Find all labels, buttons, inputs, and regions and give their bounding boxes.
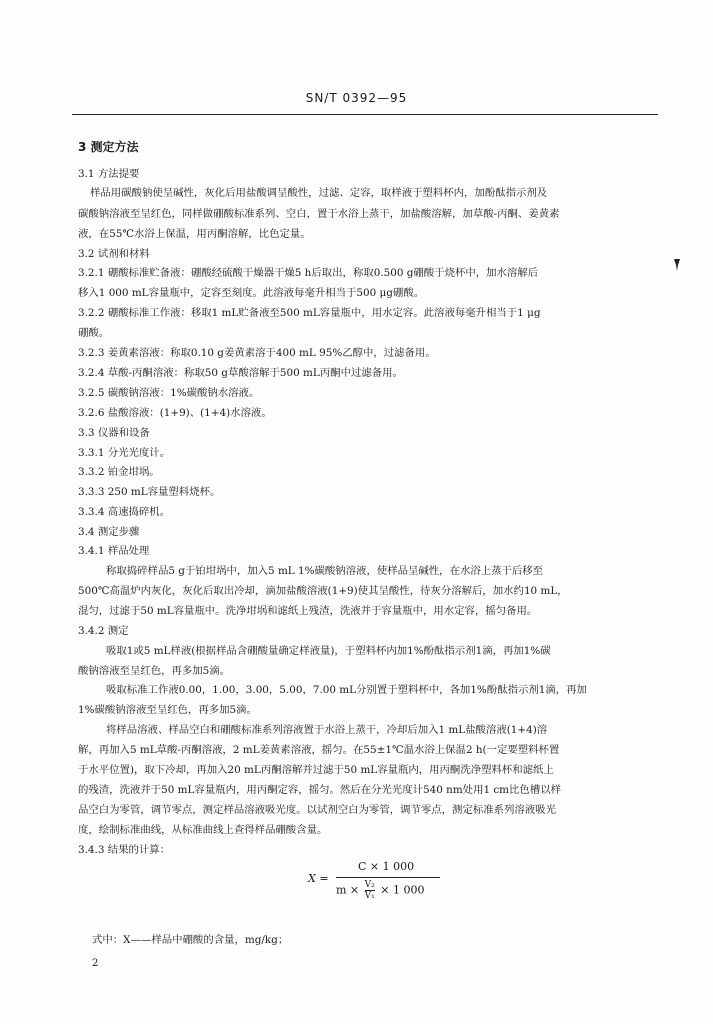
section-3-3-heading: 3.3 仪器和设备 [78, 427, 150, 439]
paragraph-line: 酸钠溶液至呈红色，再多加5滴。 [78, 665, 231, 677]
paragraph-line: 3.2.3 姜黄素溶液：称取0.10 g姜黄素溶于400 mL 95%乙醇中，过滤备用。 [78, 347, 436, 359]
paragraph-line: 移入1 000 mL容量瓶中，定容至刻度。此溶液每毫升相当于500 μg硼酸。 [78, 287, 425, 299]
page-number: 2 [92, 958, 99, 969]
paragraph-line: 的残渣，洗液并于50 mL容量瓶内，用丙酮定容，摇匀。然后在分光光度计540 nm处用1 cm比色槽以样 [78, 784, 561, 796]
paragraph-line: 1%碳酸钠溶液至呈红色，再多加5滴。 [78, 704, 257, 716]
formula-lhs: X = [308, 872, 329, 885]
formula-v2: V₂ [364, 880, 375, 890]
paragraph-line: 品空白为零管，调节零点，测定样品溶液吸光度。以试剂空白为零管，调节零点，测定标准系列溶液吸光 [78, 804, 556, 816]
paragraph-line: 混匀，过滤于50 mL容量瓶中。洗净坩埚和滤纸上残渣，洗液并于容量瓶中，用水定容，摇匀备用。 [78, 605, 538, 617]
paragraph-line: 硼酸。 [78, 327, 110, 339]
section-3-heading: 3 测定方法 [78, 140, 139, 154]
paragraph-line: 将样品溶液、样品空白和硼酸标准系列溶液置于水浴上蒸干，冷却后加入1 mL盐酸溶液(1+4)溶 [106, 724, 548, 736]
paragraph-line: 于水平位置)，取下冷却，再加入20 mL丙酮溶解并过滤于50 mL容量瓶内，用丙酮洗净塑料杯和滤纸上 [78, 764, 554, 776]
formula-volume-ratio [365, 880, 375, 901]
section-3-4-1-heading: 3.4.1 样品处理 [78, 545, 150, 557]
formula-den-prefix: m × [336, 883, 360, 897]
paragraph-line: 500℃高温炉内灰化，灰化后取出冷却，滴加盐酸溶液(1+9)使其呈酸性，待灰分溶解后，加水约10 mL， [78, 585, 568, 597]
standard-code-header: SN/T 0392—95 [305, 91, 408, 105]
margin-mark [673, 258, 681, 272]
paragraph-line: 3.2.4 草酸-丙酮溶液：称取50 g草酸溶解于500 mL丙酮中过滤备用。 [78, 367, 403, 379]
formula-den-suffix: × 1 000 [380, 883, 425, 897]
paragraph-line: 3.3.1 分光光度计。 [78, 447, 171, 459]
result-formula [300, 842, 450, 908]
paragraph-line: 碳酸钠溶液至呈红色，同样做硼酸标准系列、空白，置于水浴上蒸干，加盐酸溶解，加草酸-丙酮、姜黄素 [78, 208, 560, 220]
paragraph-line: 3.3.3 250 mL容量塑料烧杯。 [78, 486, 221, 498]
paragraph-line: 吸取标准工作液0.00，1.00，3.00，5.00，7.00 mL分别置于塑料杯中，各加1%酚酞指示剂1滴，再加 [106, 684, 587, 696]
paragraph-line: 3.2.5 碳酸钠溶液：1%碳酸钠水溶液。 [78, 387, 260, 399]
paragraph-line: 称取捣碎样品5 g于铂坩埚中，加入5 mL 1%碳酸钠溶液，使样品呈碱性，在水浴上蒸干后移至 [106, 565, 544, 577]
formula-fraction-bar [336, 877, 440, 878]
section-3-4-2-heading: 3.4.2 测定 [78, 625, 129, 637]
formula-numerator: C × 1 000 [358, 860, 415, 873]
section-3-4-3-heading: 3.4.3 结果的计算： [78, 844, 171, 856]
paragraph-line: 3.3.4 高速捣碎机。 [78, 506, 171, 518]
paragraph-line: 3.3.2 铂金坩埚。 [78, 466, 160, 478]
paragraph-line: 解，再加入5 mL草酸-丙酮溶液，2 mL姜黄素溶液，摇匀。在55±1℃温水浴上保温2 h(一定要塑料杯置 [78, 744, 560, 756]
header-rule [72, 114, 658, 115]
formula-denominator [336, 880, 424, 901]
formula-v1: V₁ [364, 891, 375, 901]
variable-definition: 式中：X——样品中硼酸的含量，mg/kg； [92, 934, 289, 946]
section-3-1-heading: 3.1 方法提要 [78, 168, 140, 180]
section-3-2-heading: 3.2 试剂和材料 [78, 248, 150, 260]
paragraph-line: 度，绘制标准曲线，从标准曲线上查得样品硼酸含量。 [78, 824, 328, 836]
paragraph-line: 3.2.1 硼酸标准贮备液：硼酸经硫酸干燥器干燥5 h后取出，称取0.500 g硼酸于烧杯中，加水溶解后 [78, 267, 539, 279]
paragraph-line: 3.2.2 硼酸标准工作液：移取1 mL贮备液至500 mL容量瓶中，用水定容。此溶液每毫升相当于1 μg [78, 307, 541, 319]
paragraph-line: 吸取1或5 mL样液(根据样品含硼酸量确定样液量)，于塑料杯内加1%酚酞指示剂1滴，再加1%碳 [106, 645, 551, 657]
paragraph-line: 液，在55℃水浴上保温，用丙酮溶解，比色定量。 [78, 228, 311, 240]
section-3-4-heading: 3.4 测定步骤 [78, 526, 140, 538]
paragraph-line: 样品用碳酸钠使呈碱性，灰化后用盐酸调呈酸性，过滤、定容，取样液于塑料杯内，加酚酞指示剂及 [90, 187, 548, 199]
paragraph-line: 3.2.6 盐酸溶液：(1+9)、(1+4)水溶液。 [78, 407, 272, 419]
